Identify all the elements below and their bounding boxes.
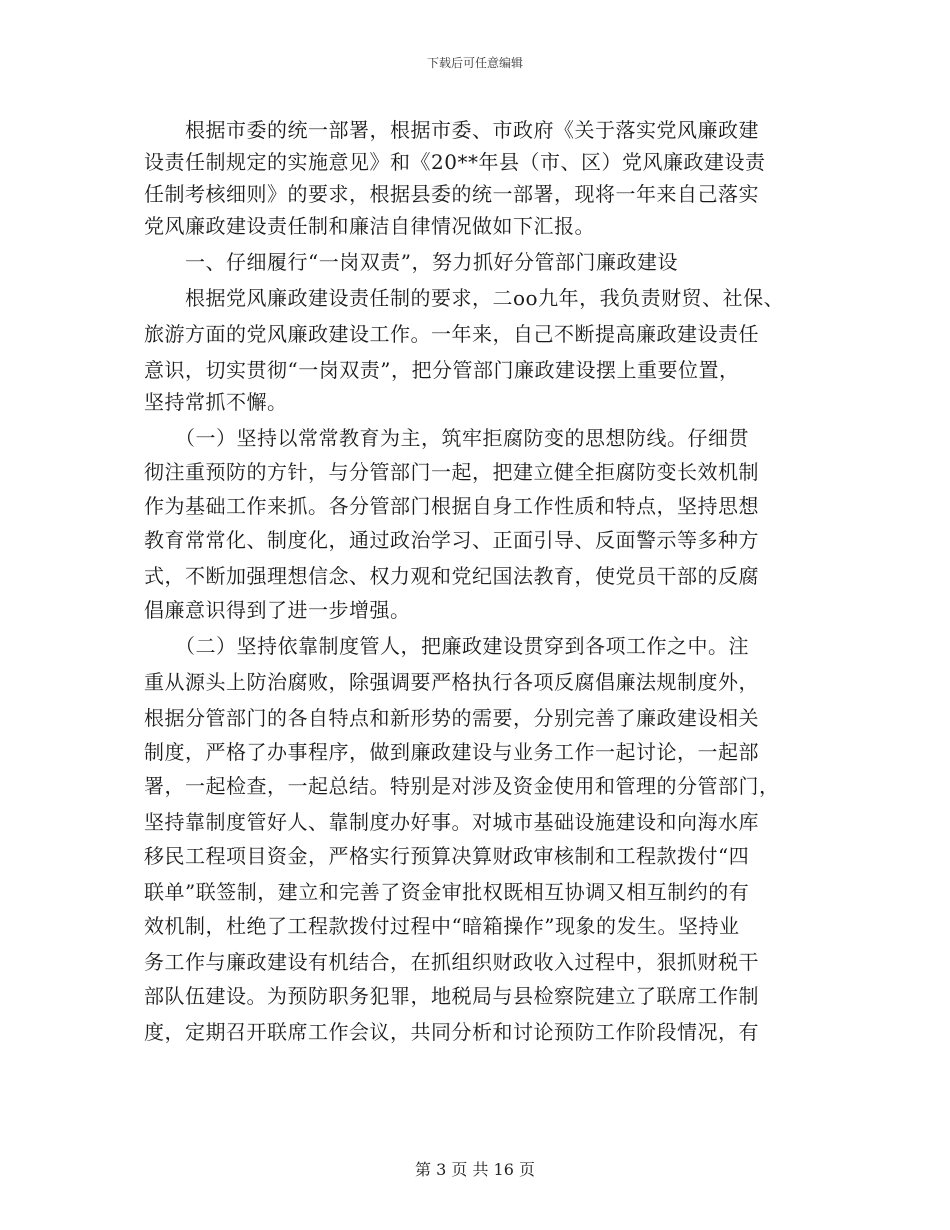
- text-line: 坚持常抓不懈。: [144, 390, 288, 414]
- text-line: 式，不断加强理想信念、权力观和党纪国法教育，使党员干部的反腐: [144, 564, 759, 588]
- page-footer: 第 3 页 共 16 页: [415, 1160, 535, 1179]
- page-header: 下载后可任意编辑: [426, 56, 523, 70]
- text-line: 度，定期召开联席工作会议，共同分析和讨论预防工作阶段情况，有: [144, 1020, 759, 1044]
- text-line: 旅游方面的党风廉政建设工作。一年来，自己不断提高廉政建设责任: [144, 322, 759, 346]
- text-line: 移民工程项目资金，严格实行预算决算财政审核制和工程款拨付“四: [144, 844, 750, 868]
- text-line: 倡廉意识得到了进一步增强。: [144, 598, 411, 622]
- text-line: 教育常常化、制度化，通过政治学习、正面引导、反面警示等多种方: [144, 528, 759, 552]
- text-line: 任制考核细则》的要求，根据县委的统一部署，现将一年来自己落实: [144, 182, 759, 206]
- text-line: 根据分管部门的各自特点和新形势的需要，分别完善了廉政建设相关: [144, 706, 759, 730]
- text-line: 彻注重预防的方针，与分管部门一起，把建立健全拒腐防变长效机制: [144, 460, 759, 484]
- text-line: 部队伍建设。为预防职务犯罪，地税局与县检察院建立了联席工作制: [144, 984, 759, 1008]
- text-line: 设责任制规定的实施意见》和《20**年县（市、区）党风廉政建设责: [144, 150, 766, 174]
- text-line: 根据党风廉政建设责任制的要求，二oo九年，我负责财贸、社保、: [144, 286, 785, 310]
- text-line: 作为基础工作来抓。各分管部门根据自身工作性质和特点，坚持思想: [144, 494, 759, 518]
- text-line: 制度，严格了办事程序，做到廉政建设与业务工作一起讨论，一起部: [144, 740, 759, 764]
- text-line: （一）坚持以常常教育为主，筑牢拒腐防变的思想防线。仔细贯: [144, 426, 749, 450]
- text-line: 党风廉政建设责任制和廉洁自律情况做如下汇报。: [144, 214, 595, 238]
- text-line: 重从源头上防治腐败，除强调要严格执行各项反腐倡廉法规制度外，: [144, 670, 759, 694]
- text-line: （二）坚持依靠制度管人，把廉政建设贯穿到各项工作之中。注: [144, 634, 749, 658]
- text-line: 一、仔细履行“一岗双责”，努力抓好分管部门廉政建设: [144, 250, 678, 274]
- text-line: 联单”联签制，建立和完善了资金审批权既相互协调又相互制约的有: [144, 880, 750, 904]
- text-line: 务工作与廉政建设有机结合，在抓组织财政收入过程中，狠抓财税干: [144, 950, 759, 974]
- text-line: 署，一起检查，一起总结。特别是对涉及资金使用和管理的分管部门，: [144, 774, 780, 798]
- text-line: 根据市委的统一部署，根据市委、市政府《关于落实党风廉政建: [144, 118, 759, 142]
- text-line: 意识，切实贯彻“一岗双责”，把分管部门廉政建设摆上重要位置，: [144, 358, 740, 382]
- text-line: 坚持靠制度管好人、靠制度办好事。对城市基础设施建设和向海水库: [144, 810, 759, 834]
- text-line: 效机制，杜绝了工程款拨付过程中“暗箱操作”现象的发生。坚持业: [144, 914, 740, 938]
